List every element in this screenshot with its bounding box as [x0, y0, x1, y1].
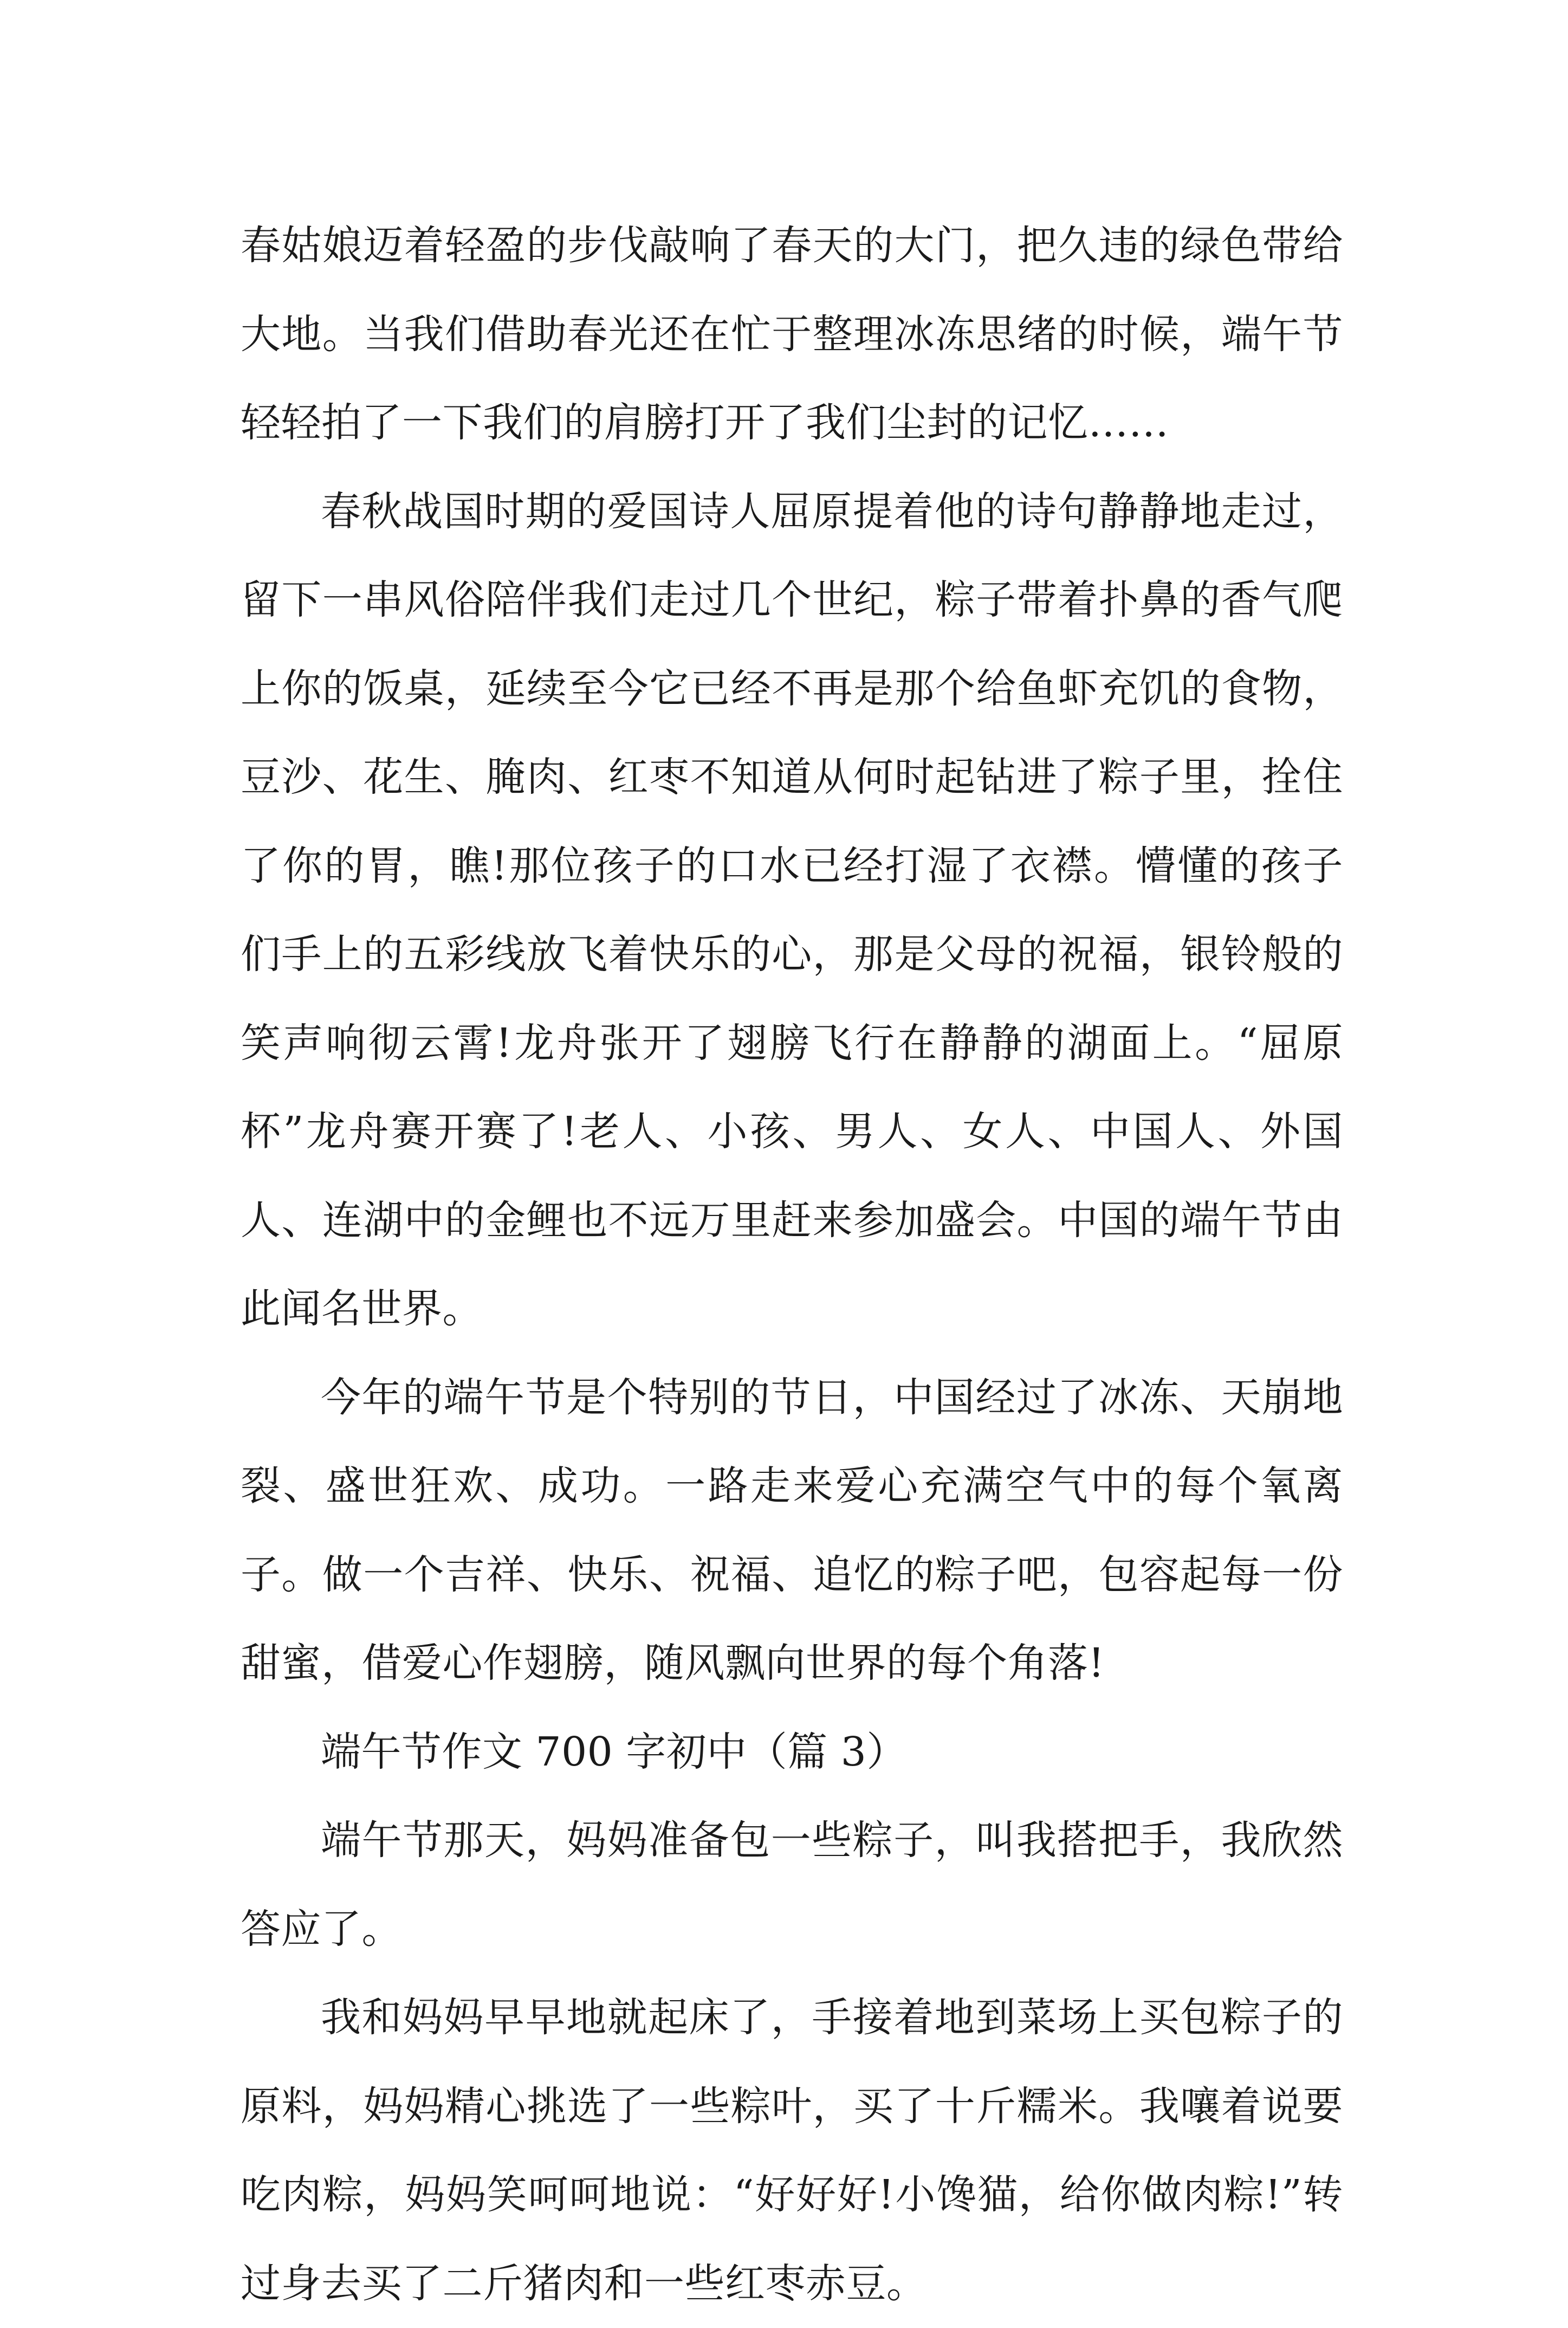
paragraph-intro: 春姑娘迈着轻盈的步伐敲响了春天的大门，把久违的绿色带给大地。当我们借助春光还在忙于整理冰冻思绪的时候，端午节轻轻拍了一下我们的肩膀打开了我们尘封的记忆……	[241, 222, 1343, 446]
paragraph-mom-zongzi: 端午节那天，妈妈准备包一些粽子，叫我搭把手，我欣然答应了。	[241, 1817, 1343, 1952]
paragraph-market: 我和妈妈早早地就起床了，手接着地到菜场上买包粽子的原料，妈妈精心挑选了一些粽叶，买了十斤糯米。我嚷着说要吃肉粽，妈妈笑呵呵地说：“好好好!小馋猫，给你做肉粽!”转过身去买了二斤猪肉和一些红枣赤豆。	[241, 1994, 1343, 2307]
paragraph-this-year: 今年的端午节是个特别的节日，中国经过了冰冻、天崩地裂、盛世狂欢、成功。一路走来爱心充满空气中的每个氧离子。做一个吉祥、快乐、祝福、追忆的粽子吧，包容起每一份甜蜜，借爱心作翅膀，随风飘向世界的每个角落!	[241, 1374, 1343, 1686]
document-body	[241, 202, 1343, 2328]
section-heading: 端午节作文 700 字初中（篇 3）	[321, 1728, 907, 1775]
paragraph-quyuan: 春秋战国时期的爱国诗人屈原提着他的诗句静静地走过，留下一串风俗陪伴我们走过几个世纪，粽子带着扑鼻的香气爬上你的饭桌，延续至今它已经不再是那个给鱼虾充饥的食物，豆沙、花生、腌肉、红枣不知道从何时起钻进了粽子里，拴住了你的胃，瞧!那位孩子的口水已经打湿了衣襟。懵懂的孩子们手上的五彩线放飞着快乐的心，那是父母的祝福，银铃般的笑声响彻云霄!龙舟张开了翅膀飞行在静静的湖面上。“屈原杯”龙舟赛开赛了!老人、小孩、男人、女人、中国人、外国人、连湖中的金鲤也不远万里赶来参加盛会。中国的端午节由此闻名世界。	[241, 488, 1343, 1332]
